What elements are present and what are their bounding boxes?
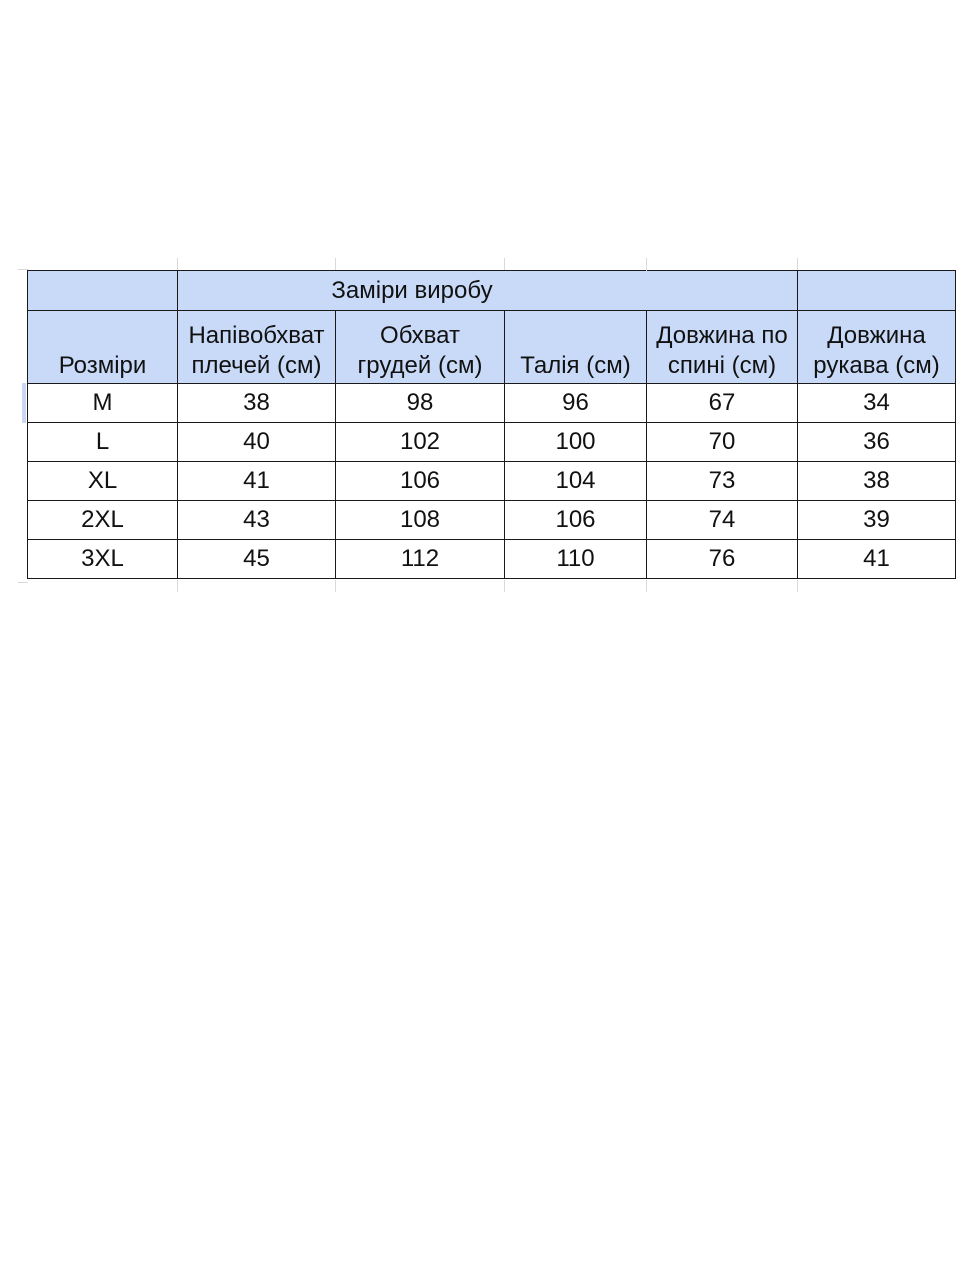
size-cell: L bbox=[28, 423, 178, 462]
chest-cell: 112 bbox=[336, 540, 505, 579]
sleeve-length-cell: 38 bbox=[798, 462, 956, 501]
column-header-back-length bbox=[647, 311, 798, 384]
waist-cell: 100 bbox=[505, 423, 647, 462]
column-header-line: Талія (см) bbox=[520, 352, 631, 379]
sleeve-length-cell: 36 bbox=[798, 423, 956, 462]
sleeve-length-cell: 41 bbox=[798, 540, 956, 579]
chest-cell: 108 bbox=[336, 501, 505, 540]
column-header-chest bbox=[336, 311, 505, 384]
size-cell: 2XL bbox=[28, 501, 178, 540]
table-row bbox=[28, 501, 956, 540]
chest-cell: 106 bbox=[336, 462, 505, 501]
table-row bbox=[28, 540, 956, 579]
chest-cell: 98 bbox=[336, 384, 505, 423]
header-blank-cell bbox=[647, 271, 798, 311]
column-header-waist bbox=[505, 311, 647, 384]
table-row bbox=[28, 384, 956, 423]
sleeve-length-cell: 34 bbox=[798, 384, 956, 423]
column-header-line: Довжина bbox=[827, 322, 926, 349]
back-length-cell: 70 bbox=[647, 423, 798, 462]
grid-line bbox=[504, 580, 505, 592]
shoulder-cell: 41 bbox=[178, 462, 336, 501]
row-selection-marker bbox=[22, 383, 26, 423]
table-row bbox=[28, 462, 956, 501]
grid-line bbox=[177, 580, 178, 592]
grid-line bbox=[18, 582, 28, 583]
column-header-line: плечей (см) bbox=[191, 352, 322, 379]
size-cell: 3XL bbox=[28, 540, 178, 579]
column-header-size bbox=[28, 311, 178, 384]
column-header-line: спині (см) bbox=[667, 352, 777, 379]
group-header-measurements: Заміри виробу bbox=[178, 271, 647, 311]
chest-cell: 102 bbox=[336, 423, 505, 462]
column-header-shoulder bbox=[178, 311, 336, 384]
group-header-row bbox=[28, 271, 956, 311]
grid-line bbox=[797, 580, 798, 592]
column-header-row bbox=[28, 311, 956, 384]
shoulder-cell: 40 bbox=[178, 423, 336, 462]
back-length-cell: 76 bbox=[647, 540, 798, 579]
column-header-line: Розміри bbox=[58, 352, 147, 379]
back-length-cell: 73 bbox=[647, 462, 798, 501]
back-length-cell: 74 bbox=[647, 501, 798, 540]
size-cell: M bbox=[28, 384, 178, 423]
waist-cell: 96 bbox=[505, 384, 647, 423]
grid-line bbox=[646, 580, 647, 592]
column-header-line: Обхват bbox=[380, 322, 460, 349]
sleeve-length-cell: 39 bbox=[798, 501, 956, 540]
shoulder-cell: 43 bbox=[178, 501, 336, 540]
column-header-line: грудей (см) bbox=[357, 352, 483, 379]
waist-cell: 106 bbox=[505, 501, 647, 540]
waist-cell: 104 bbox=[505, 462, 647, 501]
header-blank-cell bbox=[798, 271, 956, 311]
column-header-line: Напівобхват bbox=[188, 322, 325, 349]
header-blank-cell bbox=[28, 271, 178, 311]
waist-cell: 110 bbox=[505, 540, 647, 579]
column-header-line: рукава (см) bbox=[813, 352, 940, 379]
column-header-line: Довжина по bbox=[656, 322, 788, 349]
back-length-cell: 67 bbox=[647, 384, 798, 423]
size-chart-table bbox=[27, 270, 956, 579]
column-header-sleeve-length bbox=[798, 311, 956, 384]
grid-line bbox=[335, 580, 336, 592]
shoulder-cell: 38 bbox=[178, 384, 336, 423]
table-row bbox=[28, 423, 956, 462]
size-cell: XL bbox=[28, 462, 178, 501]
shoulder-cell: 45 bbox=[178, 540, 336, 579]
